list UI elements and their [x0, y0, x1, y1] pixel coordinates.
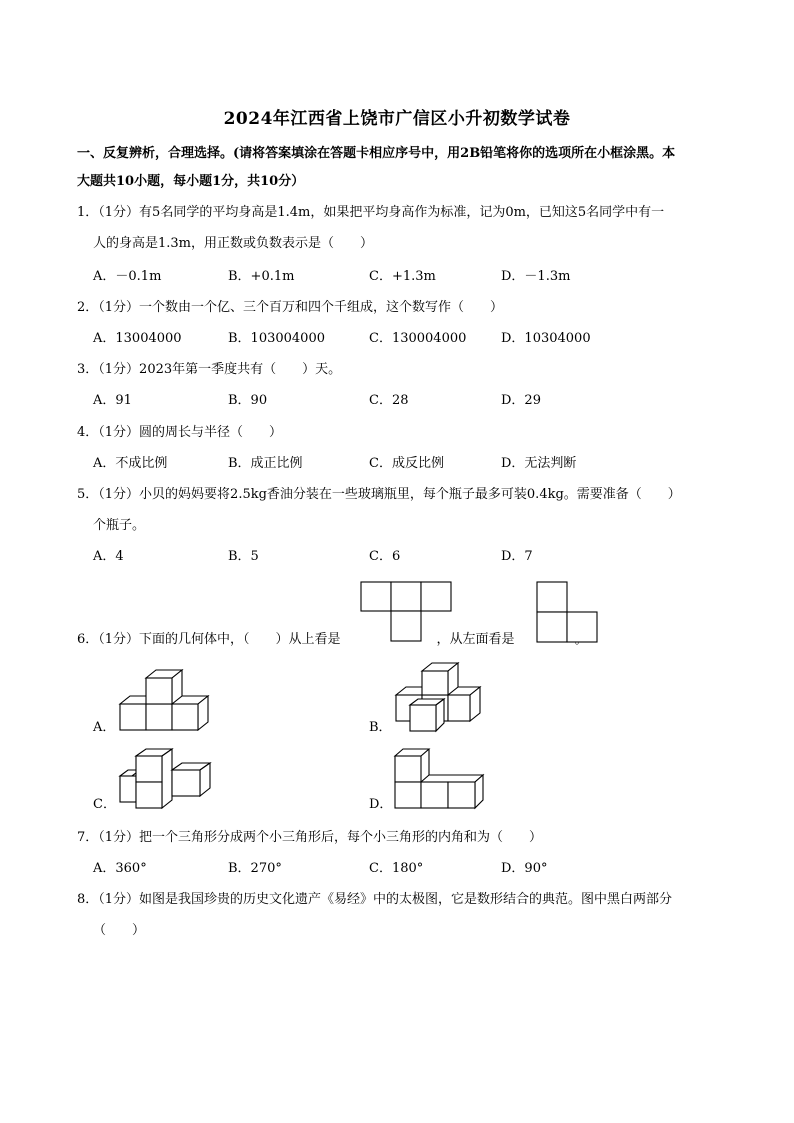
question-5-option-a[interactable]: A．4: [93, 549, 124, 564]
question-1-option-b[interactable]: B．+0.1m: [228, 269, 295, 284]
question-7-option-a[interactable]: A．360°: [93, 861, 147, 876]
question-2-option-c[interactable]: C．130004000: [369, 331, 467, 346]
section-header-line2: 大题共10小题，每小题1分，共10分）: [77, 174, 305, 189]
question-8-text-cont: （ ）: [93, 923, 146, 938]
question-2-option-d[interactable]: D．10304000: [501, 331, 591, 346]
question-5-text-cont: 个瓶子。: [93, 518, 146, 533]
question-5-option-d[interactable]: D．7: [501, 549, 533, 564]
question-7-option-c[interactable]: C．180°: [369, 861, 424, 876]
question-7-option-d[interactable]: D．90°: [501, 861, 548, 876]
question-3-option-a[interactable]: A．91: [93, 393, 132, 408]
question-3-option-b[interactable]: B．90: [228, 393, 268, 408]
question-8-text: 8．（1分）如图是我国珍贵的历史文化遗产《易经》中的太极图，它是数形结合的典范。图中黑白两部分: [77, 892, 673, 907]
question-7-text: 7．（1分）把一个三角形分成两个小三角形后，每个小三角形的内角和为（ ）: [77, 830, 543, 845]
question-2-option-b[interactable]: B．103004000: [228, 331, 325, 346]
question-6-option-b[interactable]: B．: [369, 720, 392, 735]
question-5-text: 5．（1分）小贝的妈妈要将2.5kg香油分装在一些玻璃瓶里，每个瓶子最多可装0.4kg。需要准备（ ）: [77, 487, 681, 502]
question-6-text-part1: 6．（1分）下面的几何体中，（ ）从上看是: [77, 632, 341, 647]
question-6-option-a[interactable]: A．: [93, 720, 116, 735]
option-a-cube-figure: [118, 668, 214, 732]
question-5-option-b[interactable]: B．5: [228, 549, 259, 564]
question-4-option-d[interactable]: D．无法判断: [501, 456, 577, 471]
question-6-option-c[interactable]: C．: [93, 797, 116, 812]
question-2-text: 2．（1分）一个数由一个亿、三个百万和四个千组成，这个数写作（ ）: [77, 300, 504, 315]
option-b-cube-figure: [392, 661, 484, 733]
option-c-cube-figure: [118, 748, 212, 810]
question-3-option-d[interactable]: D．29: [501, 393, 541, 408]
question-1-option-d[interactable]: D．－1.3m: [501, 269, 571, 284]
left-view-figure: [536, 581, 598, 643]
question-6-option-d[interactable]: D．: [369, 797, 393, 812]
question-2-option-a[interactable]: A．13004000: [93, 331, 182, 346]
question-5-option-c[interactable]: C．6: [369, 549, 401, 564]
question-1-option-c[interactable]: C．+1.3m: [369, 269, 436, 284]
question-1-option-a[interactable]: A．－0.1m: [93, 269, 162, 284]
section-header-line1: 一、反复辨析，合理选择。(请将答案填涂在答题卡相应序号中，用2B铅笔将你的选项所在小框涂黑。本: [77, 146, 676, 161]
question-4-text: 4．（1分）圆的周长与半径（ ）: [77, 425, 283, 440]
question-4-option-b[interactable]: B．成正比例: [228, 456, 303, 471]
question-4-option-c[interactable]: C．成反比例: [369, 456, 444, 471]
question-6-text-part2: ，从左面看是: [436, 632, 515, 647]
top-view-figure: [360, 581, 452, 643]
question-7-option-b[interactable]: B．270°: [228, 861, 282, 876]
question-1-text-cont: 人的身高是1.3m，用正数或负数表示是（ ）: [93, 236, 374, 251]
question-3-text: 3．（1分）2023年第一季度共有（ ）天。: [77, 362, 342, 377]
question-3-option-c[interactable]: C．28: [369, 393, 409, 408]
option-d-cube-figure: [393, 748, 485, 810]
page-title: 2024年江西省上饶市广信区小升初数学试卷: [223, 109, 571, 129]
question-4-option-a[interactable]: A．不成比例: [93, 456, 168, 471]
question-1-text: 1．（1分）有5名同学的平均身高是1.4m，如果把平均身高作为标准，记为0m，已知这5名同学中有一: [77, 205, 665, 220]
